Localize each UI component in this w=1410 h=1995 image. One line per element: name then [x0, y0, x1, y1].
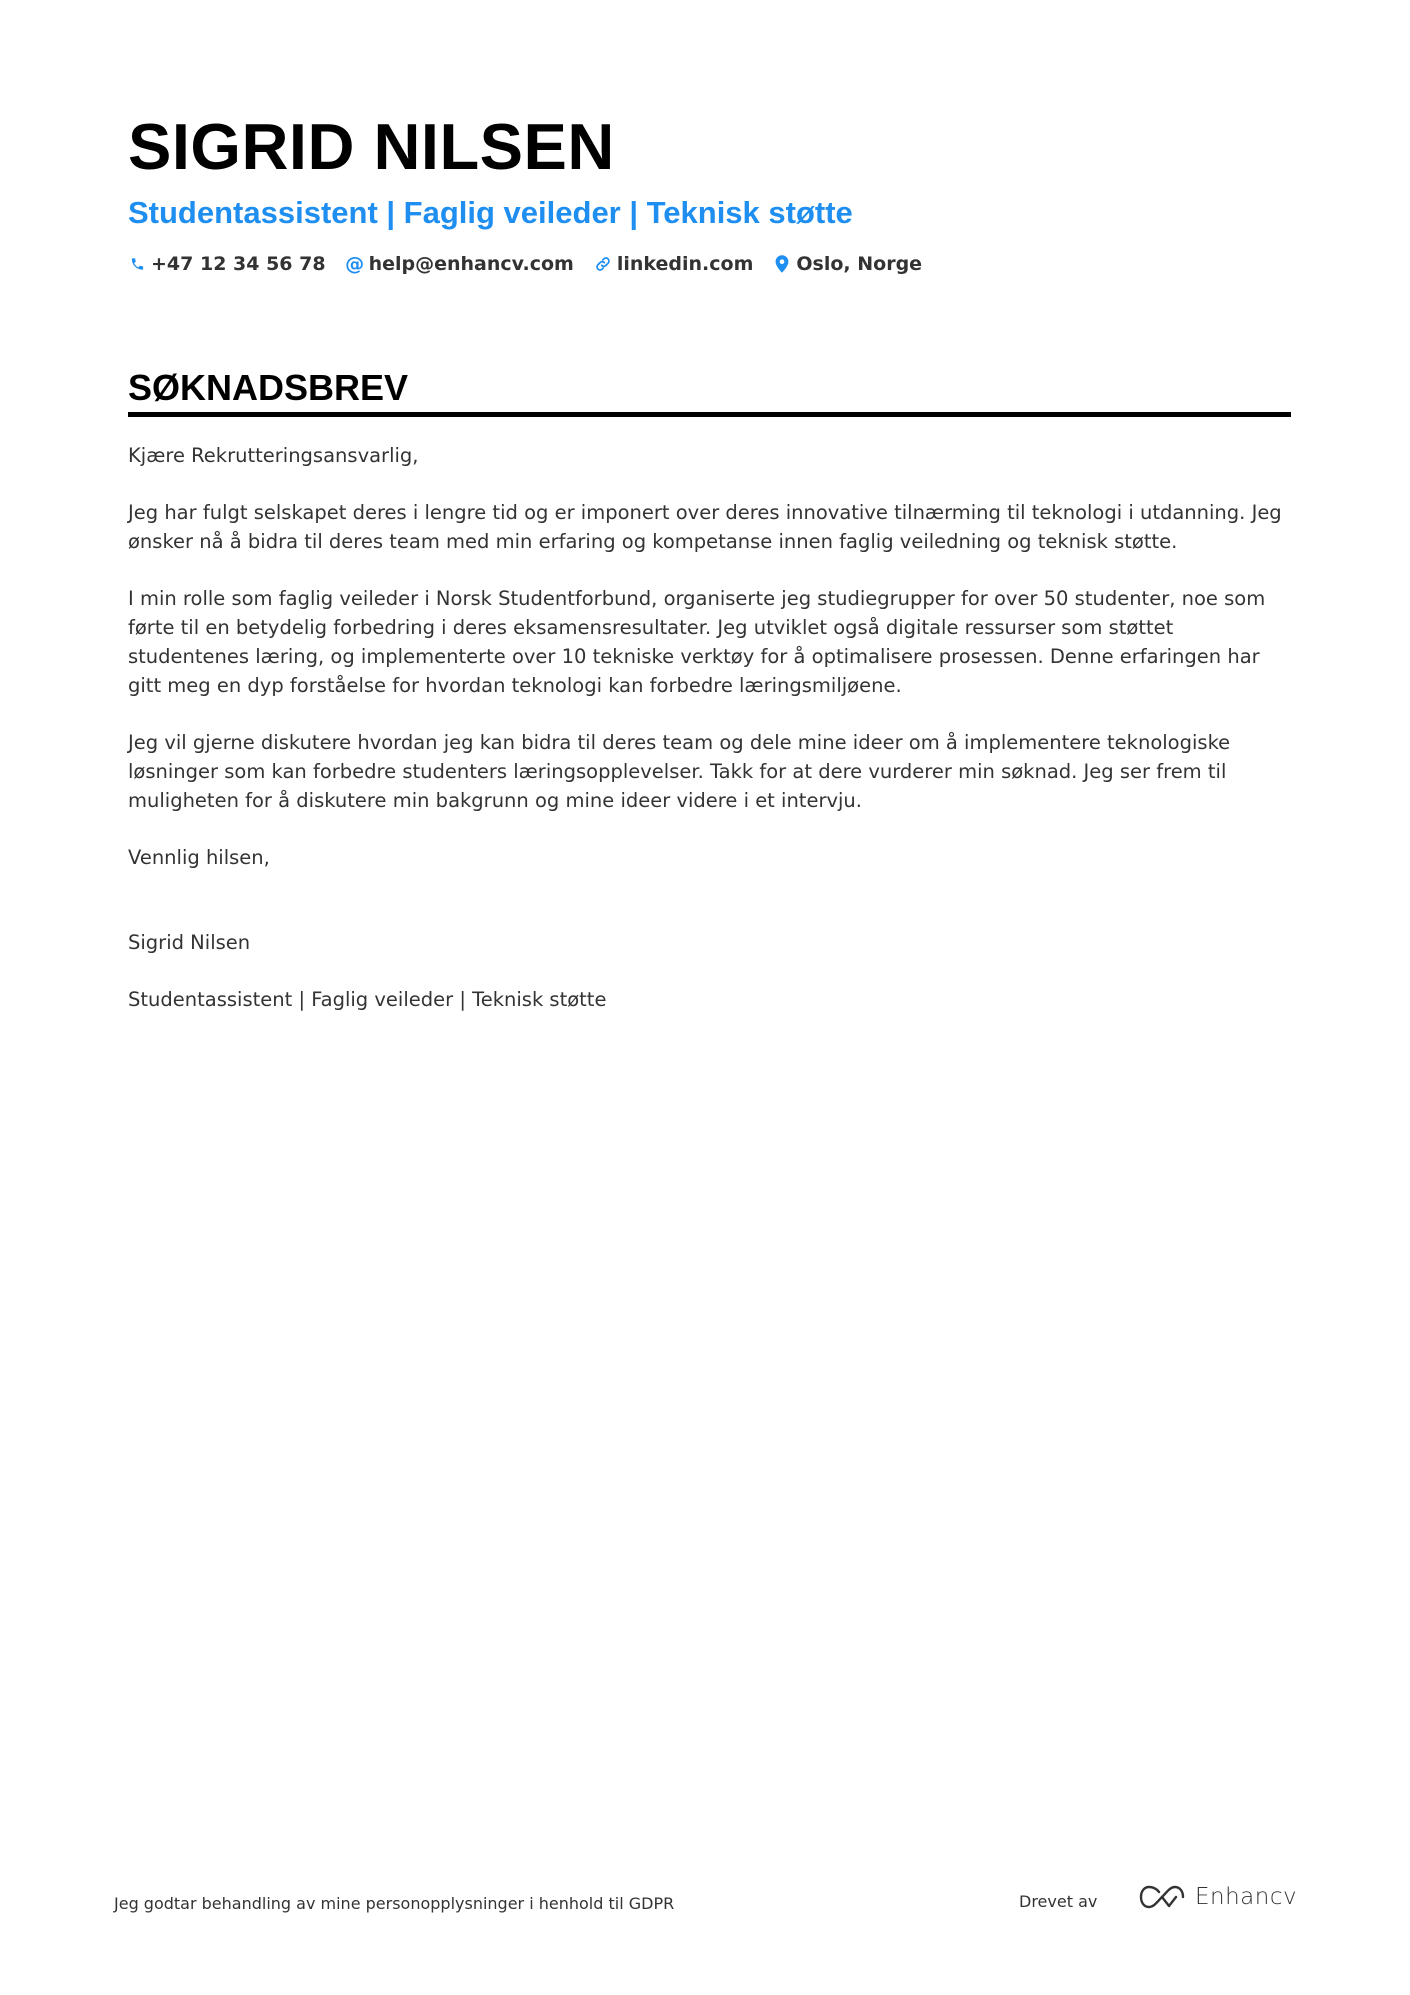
candidate-name: SIGRID NILSEN — [128, 110, 615, 183]
contact-location — [773, 253, 922, 275]
link-icon — [594, 254, 612, 274]
gdpr-consent-text: Jeg godtar behandling av mine personopplysninger i henhold til GDPR — [114, 1894, 675, 1913]
at-icon: @ — [345, 253, 365, 275]
enhancv-logo[interactable] — [1139, 1884, 1297, 1910]
location-text: Oslo, Norge — [796, 253, 923, 275]
footer — [114, 1882, 1298, 1926]
contact-email[interactable] — [346, 253, 574, 275]
letter-paragraph: Jeg har fulgt selskapet deres i lengre tid og er imponert over deres innovative tilnærming til teknologi i utdanning. Jeg ønsker nå å bidra til deres team med min erfaring og kompetanse innen faglig veiledning og teknisk støtte. — [128, 501, 1282, 553]
letter-body — [128, 441, 1291, 1014]
phone-icon — [128, 254, 146, 274]
phone-text: +47 12 34 56 78 — [151, 253, 326, 275]
section-title: SØKNADSBREV — [128, 367, 409, 408]
candidate-title: Studentassistent | Faglig veileder | Teknisk støtte — [128, 195, 853, 230]
map-pin-icon — [773, 254, 791, 274]
enhancv-brand-text: Enhancv — [1195, 1884, 1298, 1910]
header — [128, 105, 1288, 275]
cover-letter-section — [128, 366, 1291, 1042]
signature-title: Studentassistent | Faglig veileder | Teknisk støtte — [128, 988, 607, 1011]
letter-greeting: Kjære Rekrutteringsansvarlig, — [128, 444, 419, 467]
email-text: help@enhancv.com — [368, 253, 574, 275]
contact-bar — [128, 253, 1288, 275]
powered-by-text: Drevet av — [1019, 1892, 1098, 1911]
letter-paragraph: Jeg vil gjerne diskutere hvordan jeg kan bidra til deres team og dele mine ideer om å implementere teknologiske løsninger som kan forbedre studenters læringsopplevelser. Takk for at dere vurderer min søknad. Jeg ser frem til muligheten for å diskutere min bakgrunn og mine ideer videre i et intervju. — [128, 731, 1231, 812]
contact-linkedin[interactable] — [594, 253, 754, 275]
linkedin-text: linkedin.com — [616, 253, 754, 275]
section-divider — [128, 412, 1291, 417]
contact-phone[interactable] — [128, 253, 326, 275]
signature-name: Sigrid Nilsen — [128, 931, 251, 954]
letter-closing: Vennlig hilsen, — [128, 846, 270, 869]
enhancv-logo-icon — [1139, 1884, 1185, 1910]
letter-paragraph: I min rolle som faglig veileder i Norsk Studentforbund, organiserte jeg studiegrupper for over 50 studenter, noe som førte til en betydelig forbedring i deres eksamensresultater. Jeg utviklet også digitale ressurser som støttet studentenes læring, og implementerte over 10 tekniske verktøy for å optimalisere prosessen. Denne erfaringen har gitt meg en dyp forståelse for hvordan teknologi kan forbedre læringsmiljøene. — [128, 587, 1266, 697]
